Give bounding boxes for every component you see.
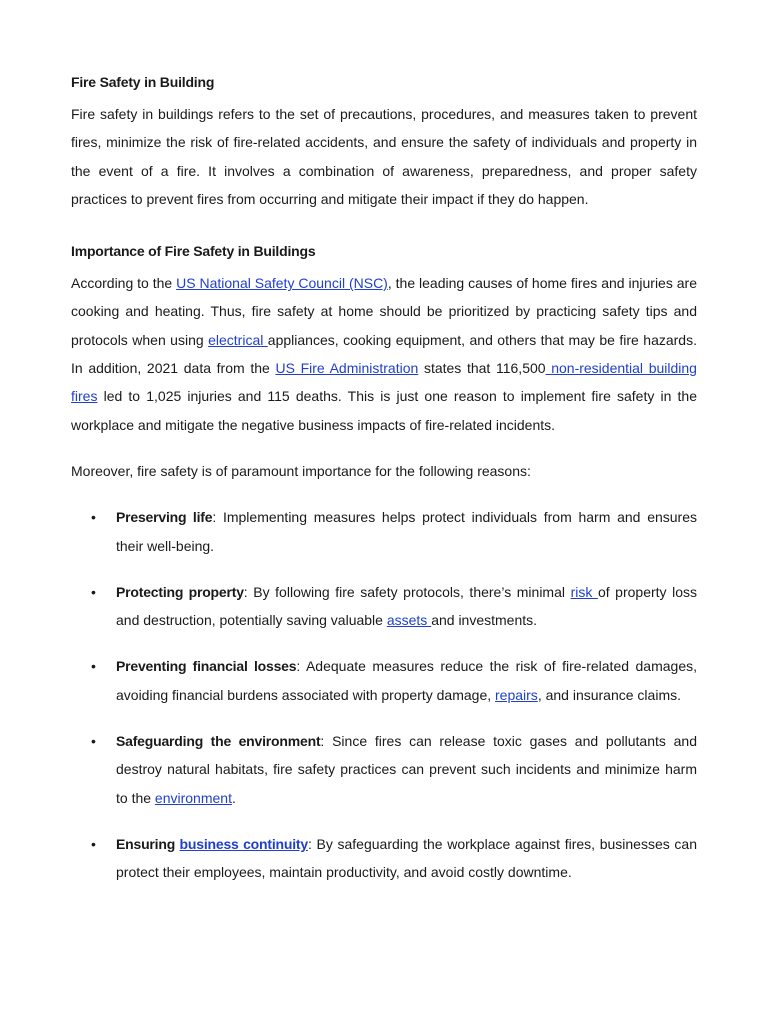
text-segment: , and insurance claims. [537, 686, 681, 703]
list-item-ensuring-business-continuity [71, 830, 697, 887]
text-segment: : Since fires can release toxic gases and pollutants and destroy natural habitats, fire safety practices can prevent such incidents and minimize harm to the [116, 733, 697, 806]
list-item-term [116, 836, 308, 852]
list-item-term: Safeguarding the environment [116, 733, 321, 750]
text-segment: : Adequate measures reduce the risk of fire-related damages, avoiding financial burdens associated with property damage, [116, 658, 697, 703]
bullet-marker: • [91, 733, 96, 750]
link-environment[interactable]: environment [154, 789, 232, 806]
link-business-continuity[interactable]: business continuity [179, 835, 308, 852]
text-segment: : By following fire safety protocols, there’s minimal [243, 583, 571, 600]
text-segment: appliances, cooking equipment, and others that may be fire hazards. In addition, 2021 data from the [71, 331, 697, 377]
link-risk[interactable]: risk [570, 583, 598, 600]
bullet-marker: • [91, 835, 96, 852]
importance-paragraph [71, 269, 697, 439]
link-assets[interactable]: assets [386, 612, 432, 629]
text-segment: of property loss and destruction, potentially saving valuable [116, 583, 698, 629]
text-segment: : By safeguarding the workplace against fires, businesses can protect their employees, maintain productivity, and avoid costly downtime. [116, 835, 697, 881]
bullet-marker: • [91, 583, 96, 600]
text-segment: . [231, 789, 236, 806]
bullet-marker: • [91, 509, 96, 526]
link-repairs[interactable]: repairs [495, 686, 538, 703]
link-us-national-safety-council[interactable]: US National Safety Council (NSC) [176, 275, 388, 292]
bullet-marker: • [91, 658, 96, 675]
reasons-list [71, 503, 697, 886]
list-item-protecting-property [71, 578, 697, 635]
link-us-fire-administration[interactable]: US Fire Administration [275, 360, 419, 377]
text-segment: states that 116,500 [418, 360, 546, 377]
list-item-preventing-financial-losses [71, 652, 697, 709]
text-segment: led to 1,025 injuries and 115 deaths. This is just one reason to implement fire safety in the workplace and mitigate the negative business impacts of fire-related incidents. [71, 388, 697, 433]
text-segment: According to the [71, 275, 177, 292]
list-item-term: Preserving life [116, 509, 213, 526]
list-item-term: Protecting property [116, 583, 244, 600]
intro-paragraph: Fire safety in buildings refers to the set of precautions, procedures, and measures taken to prevent fires, minimize the risk of fire-related accidents, and ensure the safety of individuals and property in the event of a fire. It involves a combination of awareness, preparedness, and proper safety practices to prevent fires from occurring and mitigate their impact if they do happen. [71, 106, 697, 207]
link-electrical[interactable]: electrical [208, 331, 268, 348]
list-item-preserving-life [71, 503, 697, 560]
term-prefix: Ensuring [116, 835, 180, 852]
text-segment: : Implementing measures helps protect individuals from harm and ensures their well-being. [116, 509, 698, 554]
section-heading-importance: Importance of Fire Safety in Buildings [71, 243, 316, 260]
section-heading-fire-safety: Fire Safety in Building [71, 74, 215, 90]
text-segment: , the leading causes of home fires and injuries are cooking and heating. Thus, fire safety at home should be prioritized by practicing safety tips and protocols when using [71, 275, 697, 348]
reasons-intro-paragraph: Moreover, fire safety is of paramount importance for the following reasons: [71, 462, 531, 479]
text-segment: and investments. [431, 612, 538, 629]
list-item-safeguarding-environment [71, 727, 697, 812]
list-item-term: Preventing financial losses [116, 658, 297, 675]
link-non-residential-building-fires[interactable]: non-residential building fires [71, 360, 697, 405]
